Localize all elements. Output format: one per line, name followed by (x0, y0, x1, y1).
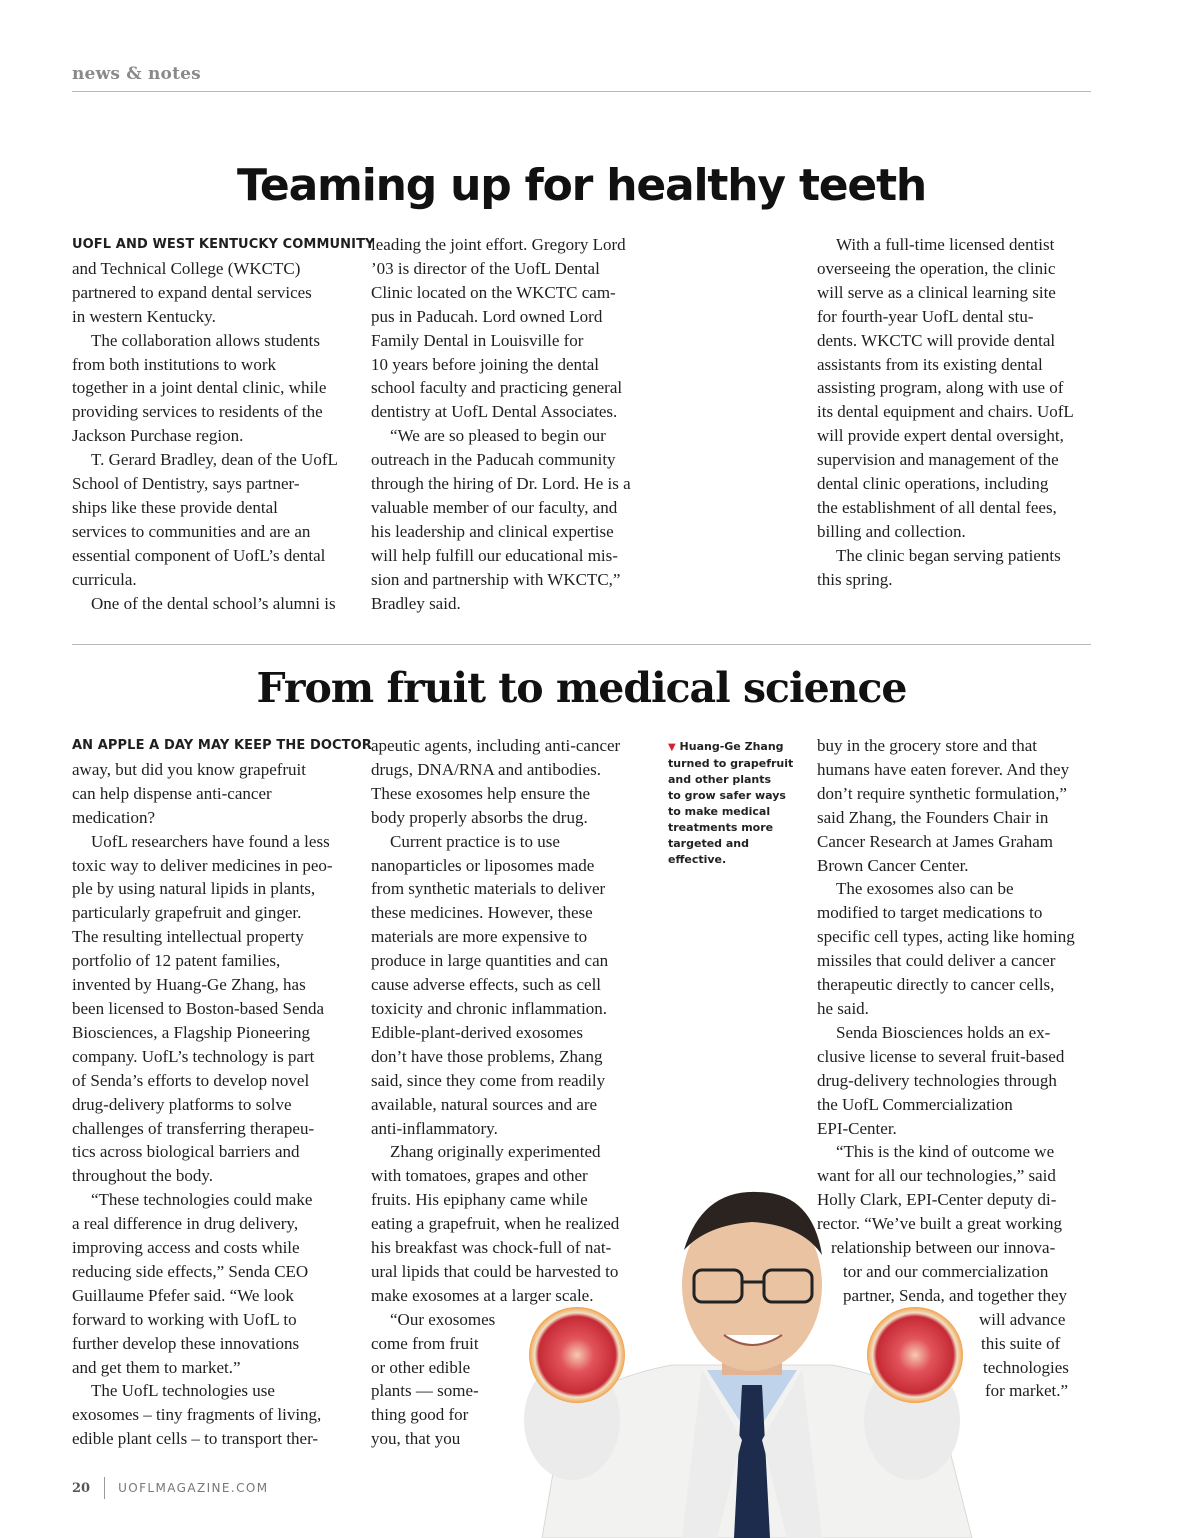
body-text-line: will serve as a clinical learning site (817, 282, 1056, 302)
header-rule (72, 91, 1091, 92)
footer-divider (104, 1477, 105, 1499)
body-text-line: therapeutic directly to cancer cells, (817, 975, 1055, 995)
body-text-line: relationship between our innova- (831, 1238, 1056, 1258)
body-text-line: together in a joint dental clinic, while (72, 378, 327, 398)
body-text-line: in western Kentucky. (72, 306, 216, 326)
caption-line: and other plants (668, 773, 772, 786)
body-text-line: from both institutions to work (72, 354, 276, 374)
body-text-line: these medicines. However, these (371, 903, 593, 923)
body-text-line: The collaboration allows students (91, 330, 320, 350)
body-text-line: make exosomes at a larger scale. (371, 1285, 594, 1305)
body-text-line: billing and collection. (817, 521, 966, 541)
body-text-line: Clinic located on the WKCTC cam- (371, 282, 616, 302)
body-text-line: will advance (979, 1309, 1066, 1329)
body-text-line: partner, Senda, and together they (843, 1285, 1068, 1305)
body-text-line: humans have eaten forever. And they (817, 759, 1070, 779)
body-text-line: anti-inflammatory. (371, 1118, 498, 1138)
body-text-line: Guillaume Pfefer said. “We look (72, 1285, 294, 1305)
body-text-line: valuable member of our faculty, and (371, 497, 618, 517)
caption-line: effective. (668, 853, 727, 866)
body-text-line: you, that you (371, 1429, 461, 1449)
body-text-line: reducing side effects,” Senda CEO (72, 1261, 309, 1281)
body-text-line: “We are so pleased to begin our (390, 426, 606, 446)
body-text-line: Family Dental in Louisville for (371, 330, 584, 350)
body-text-line: with tomatoes, grapes and other (371, 1166, 588, 1186)
body-text-line: Edible-plant-derived exosomes (371, 1022, 583, 1042)
body-text-line: away, but did you know grapefruit (72, 759, 307, 779)
body-text-line: throughout the body. (72, 1166, 214, 1186)
body-text-line: tor and our commercialization (843, 1261, 1049, 1281)
body-text-line: Jackson Purchase region. (72, 426, 244, 446)
body-text-line: and get them to market.” (72, 1357, 241, 1377)
body-text-line: dental clinic operations, including (817, 474, 1049, 494)
body-text-line: The UofL technologies use (91, 1381, 275, 1401)
body-text-line: this suite of (981, 1333, 1061, 1353)
body-text-line: Zhang originally experimented (390, 1142, 601, 1162)
body-text-line: want for all our technologies,” said (817, 1166, 1056, 1186)
body-text-line: The resulting intellectual property (72, 927, 304, 947)
page-number: 20 (72, 1480, 91, 1496)
caption-triangle-icon: ▼ (668, 742, 676, 753)
story2-column-1 (72, 734, 372, 1451)
body-text-line: technologies (983, 1357, 1069, 1377)
body-text-line: essential component of UofL’s dental (72, 545, 326, 565)
body-text-line: Cancer Research at James Graham (817, 831, 1053, 851)
body-text-line: “These technologies could make (91, 1190, 313, 1210)
body-text-line: modified to target medications to (817, 903, 1043, 923)
caption-line: to grow safer ways (668, 789, 786, 802)
body-text-line: will help fulfill our educational mis- (371, 545, 618, 565)
body-text-line: nanoparticles or liposomes made (371, 855, 595, 875)
body-text-line: Current practice is to use (390, 831, 560, 851)
body-text-line: buy in the grocery store and that (817, 736, 1037, 755)
body-text-line: ple by using natural lipids in plants, (72, 879, 316, 899)
story1-column-3 (817, 233, 1102, 592)
body-text-line: The clinic began serving patients (836, 545, 1061, 565)
caption-line: targeted and (668, 837, 749, 850)
body-text-line: ships like these provide dental (72, 497, 278, 517)
body-text-line: from synthetic materials to deliver (371, 879, 606, 899)
body-text-line: come from fruit (371, 1333, 479, 1353)
body-text-line: assistants from its existing dental (817, 354, 1043, 374)
body-text-line: for fourth-year UofL dental stu- (817, 306, 1034, 326)
photo-scientist-with-grapefruit (502, 1170, 1002, 1538)
body-text-line: drugs, DNA/RNA and antibodies. (371, 759, 601, 779)
body-text-line: his leadership and clinical expertise (371, 521, 614, 541)
body-text-line: “Our exosomes (390, 1309, 496, 1329)
body-text-line: through the hiring of Dr. Lord. He is a (371, 474, 631, 494)
body-text-line: invented by Huang-Ge Zhang, has (72, 975, 306, 995)
body-text-line: With a full-time licensed dentist (836, 235, 1055, 254)
body-text-line: don’t require synthetic formulation,” (817, 783, 1067, 803)
body-text-line: Brown Cancer Center. (817, 855, 969, 875)
body-text-line: produce in large quantities and can (371, 951, 609, 971)
body-text-line: plants — some- (371, 1381, 479, 1401)
body-text-line: of Senda’s efforts to develop novel (72, 1070, 310, 1090)
body-text-line: this spring. (817, 569, 893, 589)
body-text-line: he said. (817, 998, 869, 1018)
body-text-line: further develop these innovations (72, 1333, 300, 1353)
body-text-line: said Zhang, the Founders Chair in (817, 807, 1049, 827)
body-text-line: These exosomes help ensure the (371, 783, 591, 803)
body-text-line: Senda Biosciences holds an ex- (836, 1022, 1051, 1042)
body-text-line: clusive license to several fruit-based (817, 1046, 1065, 1066)
body-text-line: available, natural sources and are (371, 1094, 598, 1114)
section-tag: news & notes (72, 64, 201, 84)
story-divider-rule (72, 644, 1091, 645)
body-text-line: T. Gerard Bradley, dean of the UofL (91, 450, 338, 470)
body-text-line: missiles that could deliver a cancer (817, 951, 1056, 971)
lead-in-text: AN APPLE A DAY MAY KEEP THE DOCTOR (72, 738, 372, 753)
body-text-line: can help dispense anti-cancer (72, 783, 272, 803)
caption-line: treatments more (668, 821, 774, 834)
body-text-line: overseeing the operation, the clinic (817, 258, 1056, 278)
body-text-line: drug-delivery platforms to solve (72, 1094, 292, 1114)
body-text-line: drug-delivery technologies through (817, 1070, 1057, 1090)
body-text-line: EPI-Center. (817, 1118, 897, 1138)
body-text-line: tics across biological barriers and (72, 1142, 300, 1162)
body-text-line: exosomes – tiny fragments of living, (72, 1405, 322, 1425)
body-text-line: and Technical College (WKCTC) (72, 258, 301, 278)
body-text-line: materials are more expensive to (371, 927, 588, 947)
body-text-line: dentistry at UofL Dental Associates. (371, 402, 618, 422)
site-url: UOFLMAGAZINE.COM (118, 1481, 269, 1495)
body-text-line: outreach in the Paducah community (371, 450, 616, 470)
body-text-line: providing services to residents of the (72, 402, 323, 422)
body-text-line: Biosciences, a Flagship Pioneering (72, 1022, 310, 1042)
body-text-line: improving access and costs while (72, 1238, 300, 1258)
story1-headline: Teaming up for healthy teeth (236, 160, 927, 211)
body-text-line: The exosomes also can be (836, 879, 1014, 899)
body-text-line: a real difference in drug delivery, (72, 1214, 299, 1234)
body-text-line: “This is the kind of outcome we (836, 1142, 1055, 1162)
body-text-line: company. UofL’s technology is part (72, 1046, 315, 1066)
body-text-line: challenges of transferring therapeu- (72, 1118, 315, 1138)
body-text-line: rector. “We’ve built a great working (817, 1214, 1063, 1234)
body-text-line: One of the dental school’s alumni is (91, 593, 336, 613)
body-text-line: partnered to expand dental services (72, 282, 312, 302)
body-text-line: for market.” (985, 1381, 1069, 1401)
story2-headline: From fruit to medical science (256, 664, 907, 712)
body-text-line: body properly absorbs the drug. (371, 807, 588, 827)
body-text-line: fruits. His epiphany came while (371, 1190, 588, 1210)
body-text-line: school faculty and practicing general (371, 378, 623, 398)
body-text-line: said, since they come from readily (371, 1070, 606, 1090)
body-text-line: Holly Clark, EPI-Center deputy di- (817, 1190, 1057, 1210)
body-text-line: eating a grapefruit, when he realized (371, 1214, 620, 1234)
body-text-line: forward to working with UofL to (72, 1309, 297, 1329)
body-text-line: Bradley said. (371, 593, 461, 613)
body-text-line: ’03 is director of the UofL Dental (371, 258, 600, 278)
body-text-line: dents. WKCTC will provide dental (817, 330, 1056, 350)
body-text-line: or other edible (371, 1357, 471, 1377)
caption-line: turned to grapefruit (668, 757, 794, 770)
body-text-line: portfolio of 12 patent families, (72, 951, 281, 971)
caption-line: to make medical (668, 805, 771, 818)
body-text-line: UofL researchers have found a less (91, 831, 330, 851)
body-text-line: apeutic agents, including anti-cancer (371, 736, 621, 755)
body-text-line: curricula. (72, 569, 137, 589)
body-text-line: particularly grapefruit and ginger. (72, 903, 302, 923)
body-text-line: its dental equipment and chairs. UofL (817, 402, 1074, 422)
lead-in-text: UOFL AND WEST KENTUCKY COMMUNITY (72, 237, 375, 252)
body-text-line: assisting program, along with use of (817, 378, 1064, 398)
story1-column-2 (371, 233, 656, 616)
body-text-line: pus in Paducah. Lord owned Lord (371, 306, 603, 326)
body-text-line: sion and partnership with WKCTC,” (371, 569, 621, 589)
body-text-line: his breakfast was chock-full of nat- (371, 1238, 612, 1258)
body-text-line: will provide expert dental oversight, (817, 426, 1064, 446)
story1-column-1 (72, 233, 375, 616)
body-text-line: edible plant cells – to transport ther- (72, 1429, 319, 1449)
body-text-line: been licensed to Boston-based Senda (72, 998, 325, 1018)
body-text-line: toxicity and chronic inflammation. (371, 998, 608, 1018)
photo-caption (668, 739, 800, 868)
body-text-line: ural lipids that could be harvested to (371, 1261, 619, 1281)
body-text-line: supervision and management of the (817, 450, 1059, 470)
body-text-line: toxic way to deliver medicines in peo- (72, 855, 333, 875)
body-text-line: medication? (72, 807, 156, 827)
body-text-line: School of Dentistry, says partner- (72, 474, 300, 494)
body-text-line: leading the joint effort. Gregory Lord (371, 235, 626, 254)
page-footer (72, 1477, 268, 1499)
body-text-line: 10 years before joining the dental (371, 354, 600, 374)
body-text-line: the establishment of all dental fees, (817, 497, 1057, 517)
body-text-line: the UofL Commercialization (817, 1094, 1013, 1114)
body-text-line: don’t have those problems, Zhang (371, 1046, 603, 1066)
body-text-line: services to communities and are an (72, 521, 311, 541)
body-text-line: thing good for (371, 1405, 469, 1425)
body-text-line: specific cell types, acting like homing (817, 927, 1075, 947)
caption-line: Huang-Ge Zhang (679, 740, 784, 753)
body-text-line: cause adverse effects, such as cell (371, 975, 602, 995)
